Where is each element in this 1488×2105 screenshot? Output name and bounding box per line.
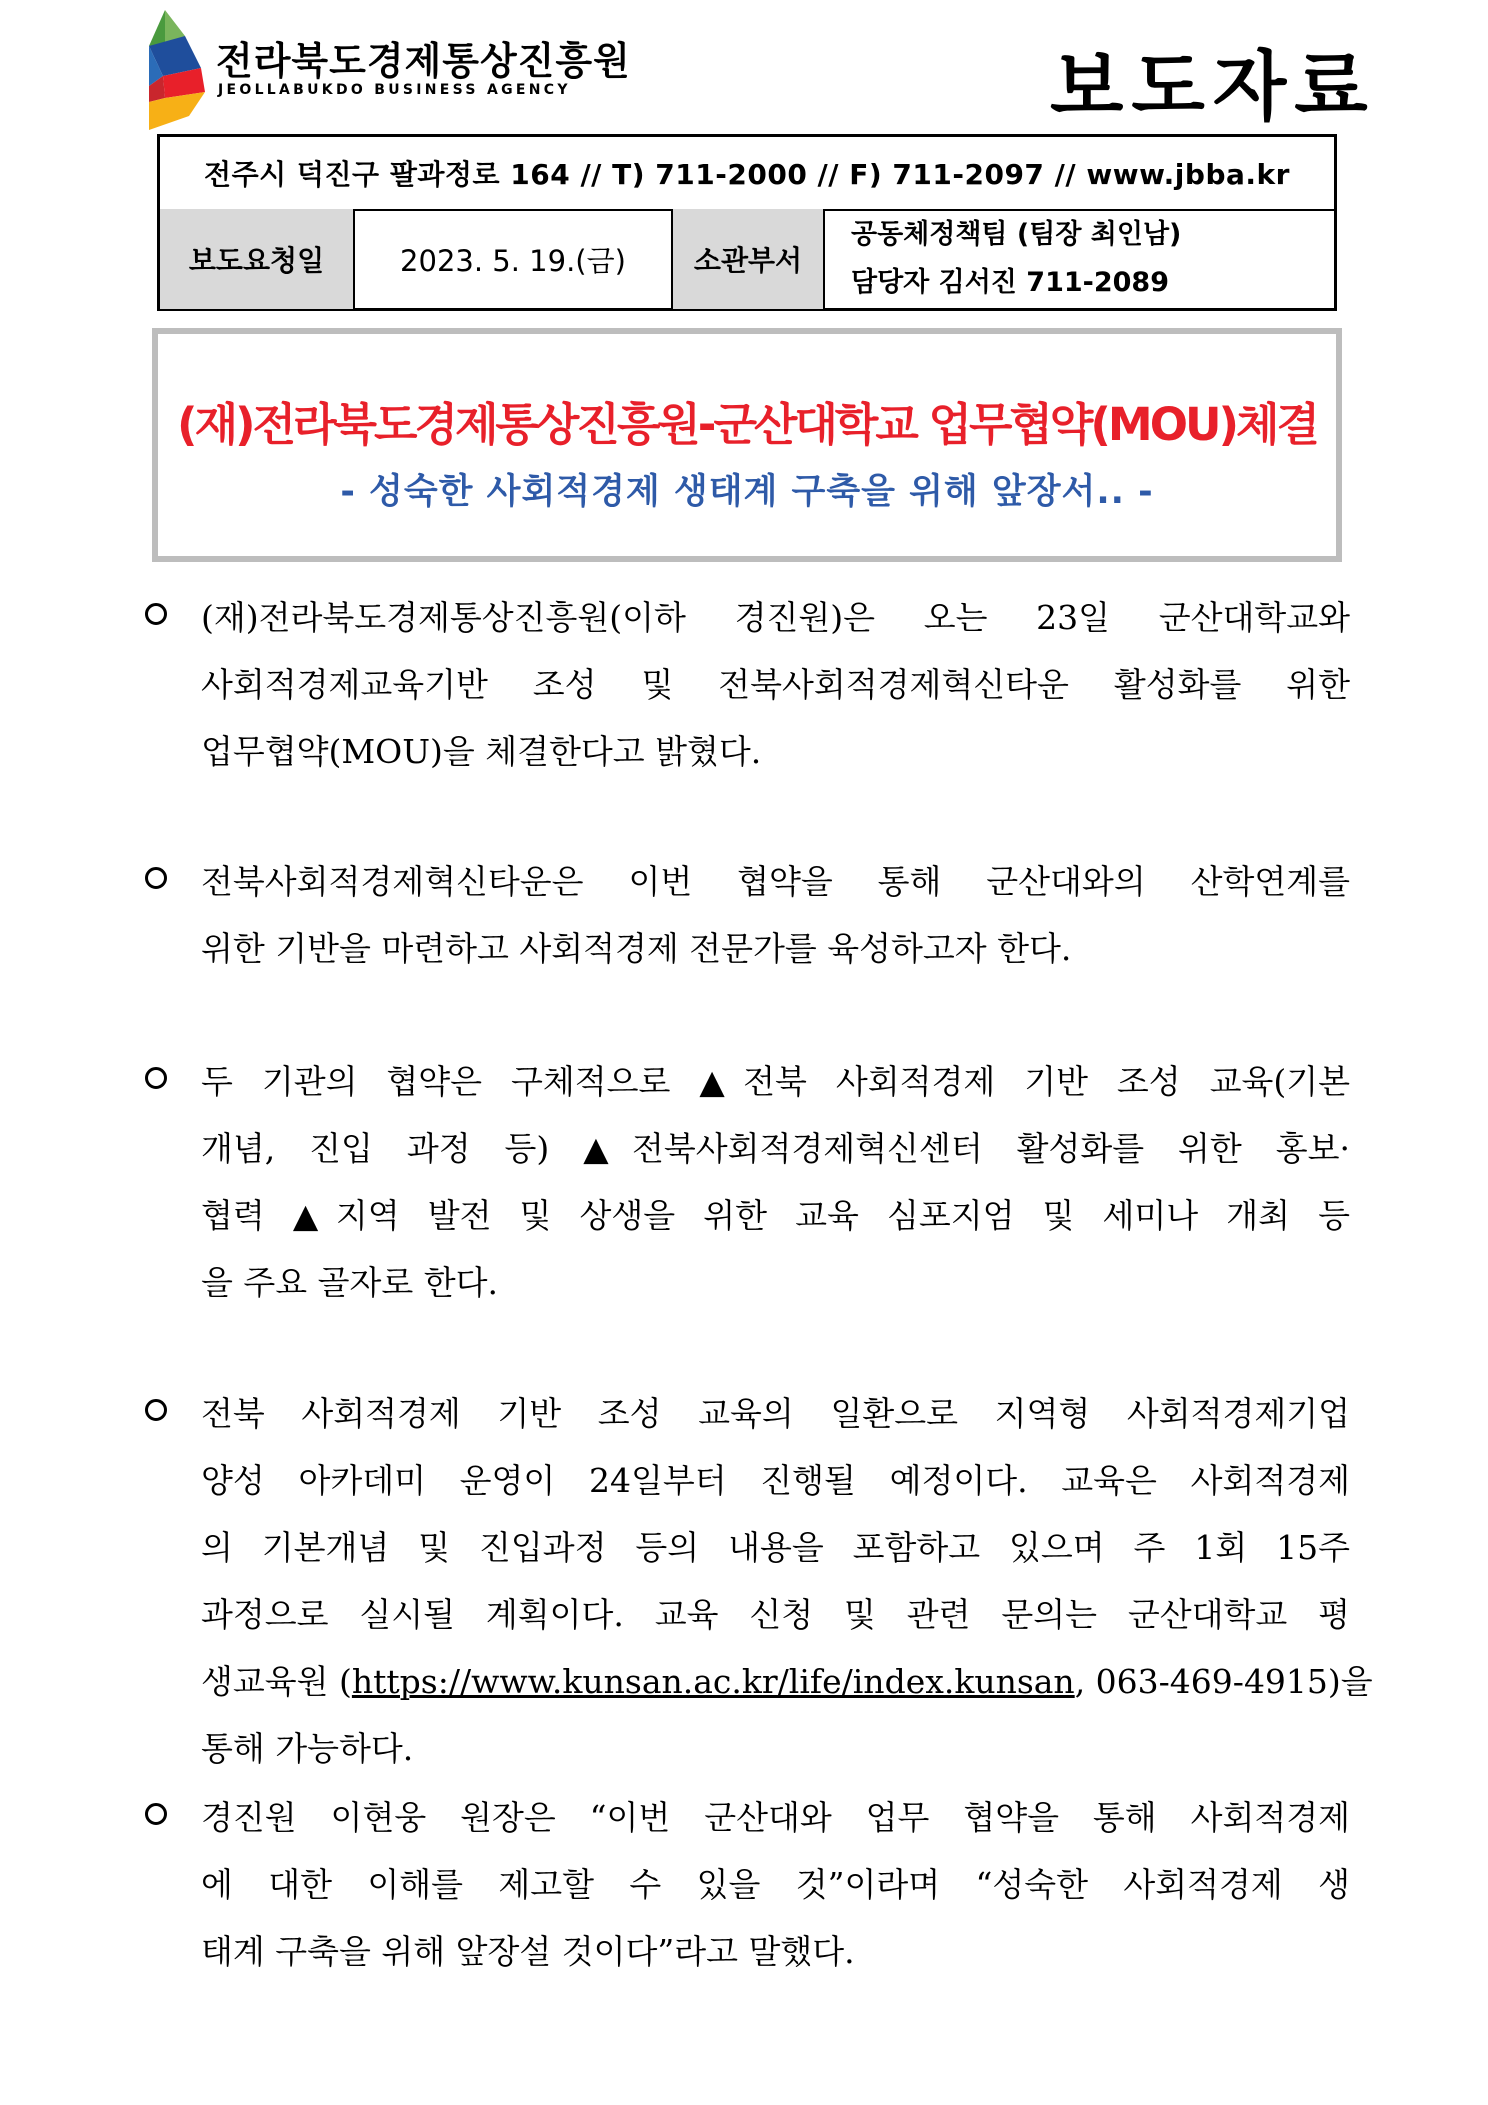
bullet-circle-icon — [145, 603, 167, 625]
info-table — [157, 134, 1337, 311]
headline: (재)전라북도경제통상진흥원-군산대학교 업무협약(MOU)체결 — [177, 398, 1317, 451]
paragraph-line: 의 기본개념 및 진입과정 등의 내용을 포함하고 있으며 주 1회 15주 — [201, 1528, 1350, 1567]
paragraph-line: 경진원 이현웅 원장은 “이번 군산대와 업무 협약을 통해 사회적경제 — [201, 1798, 1350, 1837]
education-center-link[interactable]: https://www.kunsan.ac.kr/life/index.kunsan — [351, 1662, 1075, 1701]
paragraph-line: 통해 가능하다. — [201, 1729, 414, 1768]
paragraph-line: 업무협약(MOU)을 체결한다고 밝혔다. — [201, 732, 762, 771]
paragraph-line: 위한 기반을 마련하고 사회적경제 전문가를 육성하고자 한다. — [201, 929, 1072, 968]
bullet-circle-icon — [145, 1803, 167, 1825]
paragraph-line: 사회적경제교육기반 조성 및 전북사회적경제혁신타운 활성화를 위한 — [201, 665, 1350, 704]
paragraph-line: 협력 ▲지역 발전 및 상생을 위한 교육 심포지엄 및 세미나 개최 등 — [201, 1196, 1350, 1235]
paragraph-line: 전북사회적경제혁신타운은 이번 협약을 통해 군산대와의 산학연계를 — [201, 862, 1350, 901]
paragraph-line: 전북 사회적경제 기반 조성 교육의 일환으로 지역형 사회적경제기업 — [201, 1394, 1350, 1433]
link-suffix: , 063-469-4915)을 — [1074, 1662, 1373, 1701]
title-box — [152, 328, 1342, 562]
bullet-circle-icon — [145, 1067, 167, 1089]
org-name: 전라북도경제통상진흥원 — [216, 39, 631, 83]
paragraph-line: 에 대한 이해를 제고할 수 있을 것”이라며 “성숙한 사회적경제 생 — [201, 1865, 1350, 1904]
paragraph-line: 양성 아카데미 운영이 24일부터 진행될 예정이다. 교육은 사회적경제 — [201, 1461, 1350, 1500]
contact-person: 담당자 김서진 711-2089 — [851, 267, 1170, 298]
request-date-label: 보도요청일 — [160, 209, 355, 309]
paragraph-line: 태계 구축을 위해 앞장설 것이다”라고 말했다. — [201, 1932, 855, 1971]
paragraph-line: 두 기관의 협약은 구체적으로 ▲전북 사회적경제 기반 조성 교육(기본 — [201, 1062, 1350, 1101]
dept-label: 소관부서 — [673, 209, 825, 309]
paragraph-line: (재)전라북도경제통상진흥원(이하 경진원)은 오는 23일 군산대학교와 — [201, 598, 1350, 637]
agency-logo — [145, 6, 217, 132]
paragraph-line: 과정으로 실시될 계획이다. 교육 신청 및 관련 문의는 군산대학교 평 — [201, 1595, 1350, 1634]
bullet-circle-icon — [145, 1399, 167, 1421]
org-name-en: JEOLLABUKDO BUSINESS AGENCY — [218, 82, 571, 98]
link-prefix: 생교육원 ( — [201, 1662, 352, 1701]
paragraph-line: 을 주요 골자로 한다. — [201, 1263, 498, 1302]
document-type: 보도자료 — [1050, 42, 1376, 131]
subheadline: - 성숙한 사회적경제 생태계 구축을 위해 앞장서.. - — [340, 472, 1154, 512]
bullet-circle-icon — [145, 867, 167, 889]
paragraph-line-with-link — [201, 1656, 1373, 1724]
request-date: 2023. 5. 19.(금) — [355, 209, 673, 309]
contact-line: 전주시 덕진구 팔과정로 164 // T) 711-2000 // F) 711-2097 // www.jbba.kr — [160, 137, 1334, 211]
dept-name: 공동체정책팀 (팀장 최인남) — [851, 219, 1182, 250]
paragraph-line: 개념, 진입 과정 등) ▲전북사회적경제혁신센터 활성화를 위한 홍보· — [201, 1129, 1350, 1168]
dept-info — [825, 209, 1334, 309]
